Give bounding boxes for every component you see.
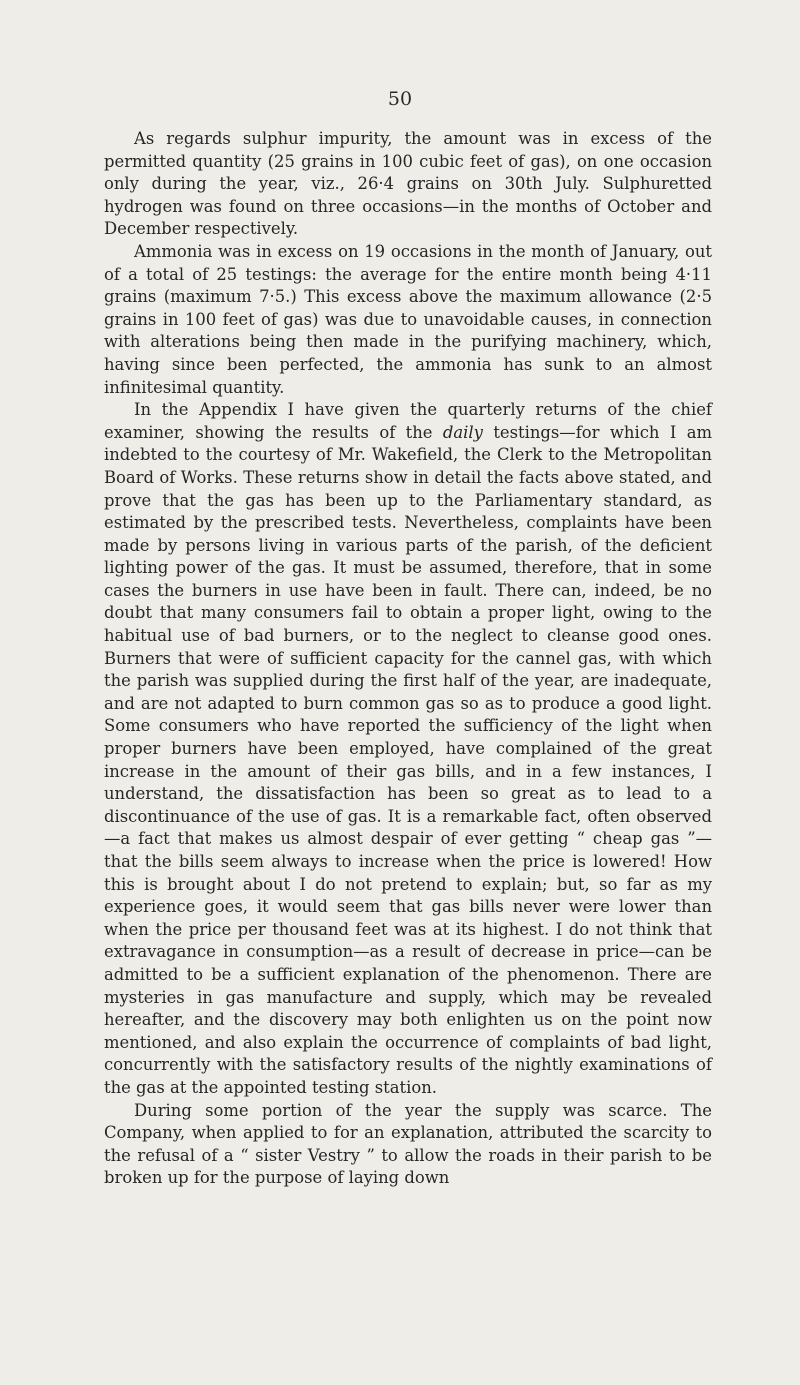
paragraph-supply-scarce: During some portion of the year the supply was scarce. The Company, when applied to for an explanation, attributed the scarcity to the refusal of a “ sister Vestry ” to allow the roads in their parish to be broken up for the purpose of laying down bbox=[104, 1100, 712, 1188]
paragraph-appendix-returns-start: In the Appendix I have given the quarterly returns of the chief examiner, showing the results of the bbox=[104, 400, 712, 442]
paragraph-ammonia: Ammonia was in excess on 19 occasions in the month of January, out of a total of 25 testings: the average for the entire month being 4·11 grains (maximum 7·5.) This excess above the maximum allowance (2·5 grains in 100 feet of gas) was due to unavoidable causes, in connection with alterations being then made in the purifying machinery, which, having since been perfected, the ammonia has sunk to an almost infinitesimal quantity. bbox=[104, 241, 712, 397]
emphasis-daily: daily bbox=[442, 422, 483, 442]
paragraph-sulphur-impurity: As regards sulphur impurity, the amount was in excess of the permitted quantity (25 grains in 100 cubic feet of gas), on one occasion only during the year, viz., 26·4 grains on 30th July. Sulphuretted hydrogen was found on three occasions—in the months of October and December respectively. bbox=[104, 129, 712, 239]
paragraph-appendix-returns bbox=[104, 399, 712, 1099]
body-text bbox=[104, 128, 712, 1190]
page-number: 50 bbox=[387, 88, 413, 110]
paragraph-appendix-returns-rest: testings—for which I am indebted to the courtesy of Mr. Wakefield, the Clerk to the Metropolitan Board of Works. These returns show in detail the facts above stated, and prove that the gas has been up to the Parliamentary standard, as estimated by the prescribed tests. Nevertheless, complaints have been made by persons living in various parts of the parish, of the deficient lighting power of the gas. It must be assumed, therefore, that in some cases the burners in use have been in fault. There can, indeed, be no doubt that many consumers fail to obtain a proper light, owing to the habitual use of bad burners, or to the neglect to cleanse good ones. Burners that were of sufficient capacity for the cannel gas, with which the parish was supplied during the first half of the year, are inadequate, and are not adapted to burn common gas so as to produce a good light. Some consumers who have reported the sufficiency of the light when proper burners have been employed, have complained of the great increase in the amount of their gas bills, and in a few instances, I understand, the dissatisfaction has been so great as to lead to a discontinuance of the use of gas. It is a remarkable fact, often observed—a fact that makes us almost despair of ever getting “ cheap gas ”— that the bills seem always to increase when the price is lowered! How this is brought about I do not pretend to explain; but, so far as my experience goes, it would seem that gas bills never were lower than when the price per thousand feet was at its highest. I do not think that extravagance in consumption—as a result of decrease in price—can be admitted to be a sufficient explanation of the phenomenon. There are mysteries in gas manufacture and supply, which may be revealed hereafter, and the discovery may both enlighten us on the point now mentioned, and also explain the occurrence of complaints of bad light, concurrently with the satisfactory results of the nightly examinations of the gas at the appointed testing station. bbox=[104, 422, 713, 1097]
